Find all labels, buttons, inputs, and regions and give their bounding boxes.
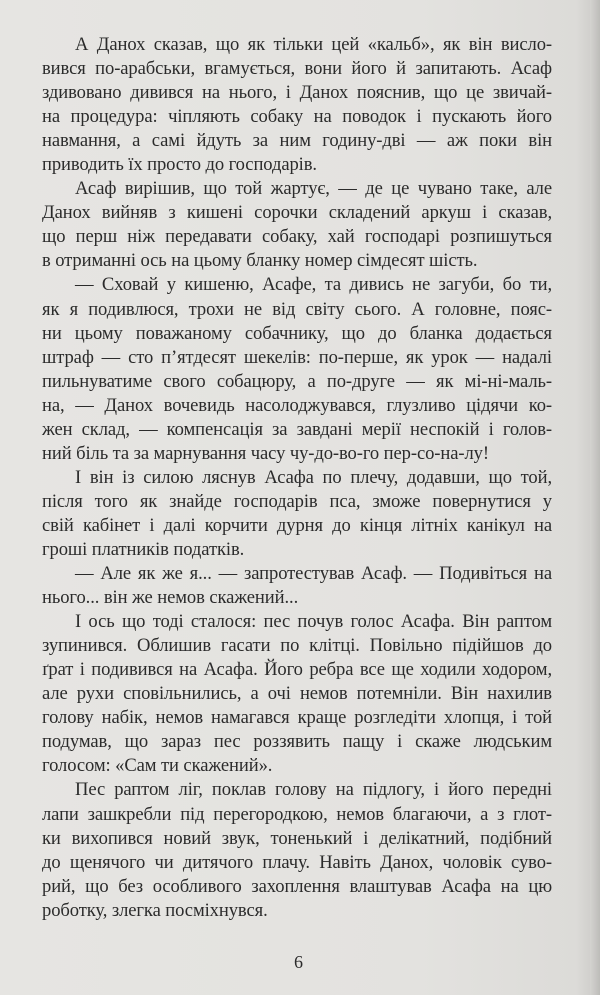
page-edge-shadow	[590, 0, 600, 995]
text-line: зупинився. Облишив гасати по клітці. Повільно підійшов до	[42, 635, 552, 657]
text-line: на процедура: чіпляють собаку на поводок і пускають його	[42, 106, 552, 128]
text-line: подумав, що зараз пес роззявить пащу і скаже людським	[42, 731, 552, 753]
text-line: на, — Данох вочевидь насолоджувався, глузливо цідячи ко-	[42, 394, 552, 416]
text-line: ни цьому поважаному собачнику, що до бланка додається	[42, 322, 552, 344]
text-line: гроші платників податків.	[42, 538, 245, 560]
text-line: голосом: «Сам ти скажений».	[42, 755, 273, 777]
text-line: ний біль та за марнування часу чу-до-во-го пер-со-на-лу!	[42, 442, 489, 464]
text-line: — Сховай у кишеню, Асафе, та дивись не загуби, бо ти,	[75, 274, 552, 296]
text-line: після того як знайде господарів пса, зможе повернутися у	[42, 490, 552, 512]
text-line: приводить їх просто до господарів.	[42, 154, 317, 176]
text-line: до щенячого чи дитячого плачу. Навіть Данох, чоловік суво-	[42, 851, 552, 873]
text-line: лапи зашкребли під перегородкою, немов благаючи, а з глот-	[42, 803, 552, 825]
text-line: в отриманні ось на цьому бланку номер сімдесят шість.	[42, 250, 478, 272]
page-number: 6	[294, 952, 303, 972]
text-line: голову набік, немов намагався краще розгледіти хлопця, і той	[42, 707, 552, 729]
paragraph	[42, 33, 552, 177]
text-line: Асаф вирішив, що той жартує, — де це чувано таке, але	[75, 178, 552, 200]
text-line: штраф — сто п’ятдесят шекелів: по-перше, як урок — надалі	[42, 346, 552, 368]
text-line: навмання, а самі йдуть за ним годину-дві — аж поки він	[42, 130, 552, 152]
text-line: свій кабінет і далі корчити дурня до кінця літніх канікул на	[42, 514, 552, 536]
text-line: ґрат і подивився на Асафа. Його ребра все ще ходили ходором,	[42, 659, 552, 681]
text-line: — Але як же я... — запротестував Асаф. — Подивіться на	[75, 563, 552, 585]
text-line: Данох вийняв з кишені сорочки складений аркуш і сказав,	[42, 202, 552, 224]
text-line: вився по-арабськи, вгамується, вони його й запитають. Асаф	[42, 58, 552, 80]
text-line: як я подивлюся, трохи не від світу сього. А головне, пояс-	[42, 298, 552, 320]
text-line: І він із силою ляснув Асафа по плечу, додавши, що той,	[75, 466, 552, 488]
paragraph	[42, 778, 552, 922]
text-line: нього... він же немов скажений...	[42, 587, 299, 609]
text-line: Пес раптом ліг, поклав голову на підлогу, і його передні	[75, 779, 552, 801]
text-line: жен склад, — компенсація за завдані мерії неспокій і голов-	[42, 418, 552, 440]
text-line: роботку, злегка посміхнувся.	[42, 899, 268, 921]
paragraph	[42, 562, 552, 610]
paragraph	[42, 177, 552, 273]
text-line: А Данох сказав, що як тільки цей «кальб», як він висло-	[75, 34, 552, 55]
text-line: здивовано дивився на нього, і Данох пояснив, що це звичай-	[42, 82, 552, 104]
text-line: І ось що тоді сталося: пес почув голос Асафа. Він раптом	[75, 611, 552, 633]
text-line: пильнуватиме свого собацюру, а по-друге — як мі-ні-маль-	[42, 370, 552, 392]
paragraph	[42, 610, 552, 778]
paragraph	[42, 273, 552, 465]
text-line: рий, що без особливого захоплення влаштував Асафа на цю	[42, 875, 552, 897]
text-line: що перш ніж передавати собаку, хай господарі розпишуться	[42, 226, 552, 248]
text-line: але рухи сповільнились, а очі немов потемніли. Він нахилив	[42, 683, 552, 705]
text-line: ки вихопився новий звук, тоненький і делікатний, подібний	[42, 827, 552, 849]
paragraph	[42, 466, 552, 562]
body-text	[42, 33, 552, 923]
